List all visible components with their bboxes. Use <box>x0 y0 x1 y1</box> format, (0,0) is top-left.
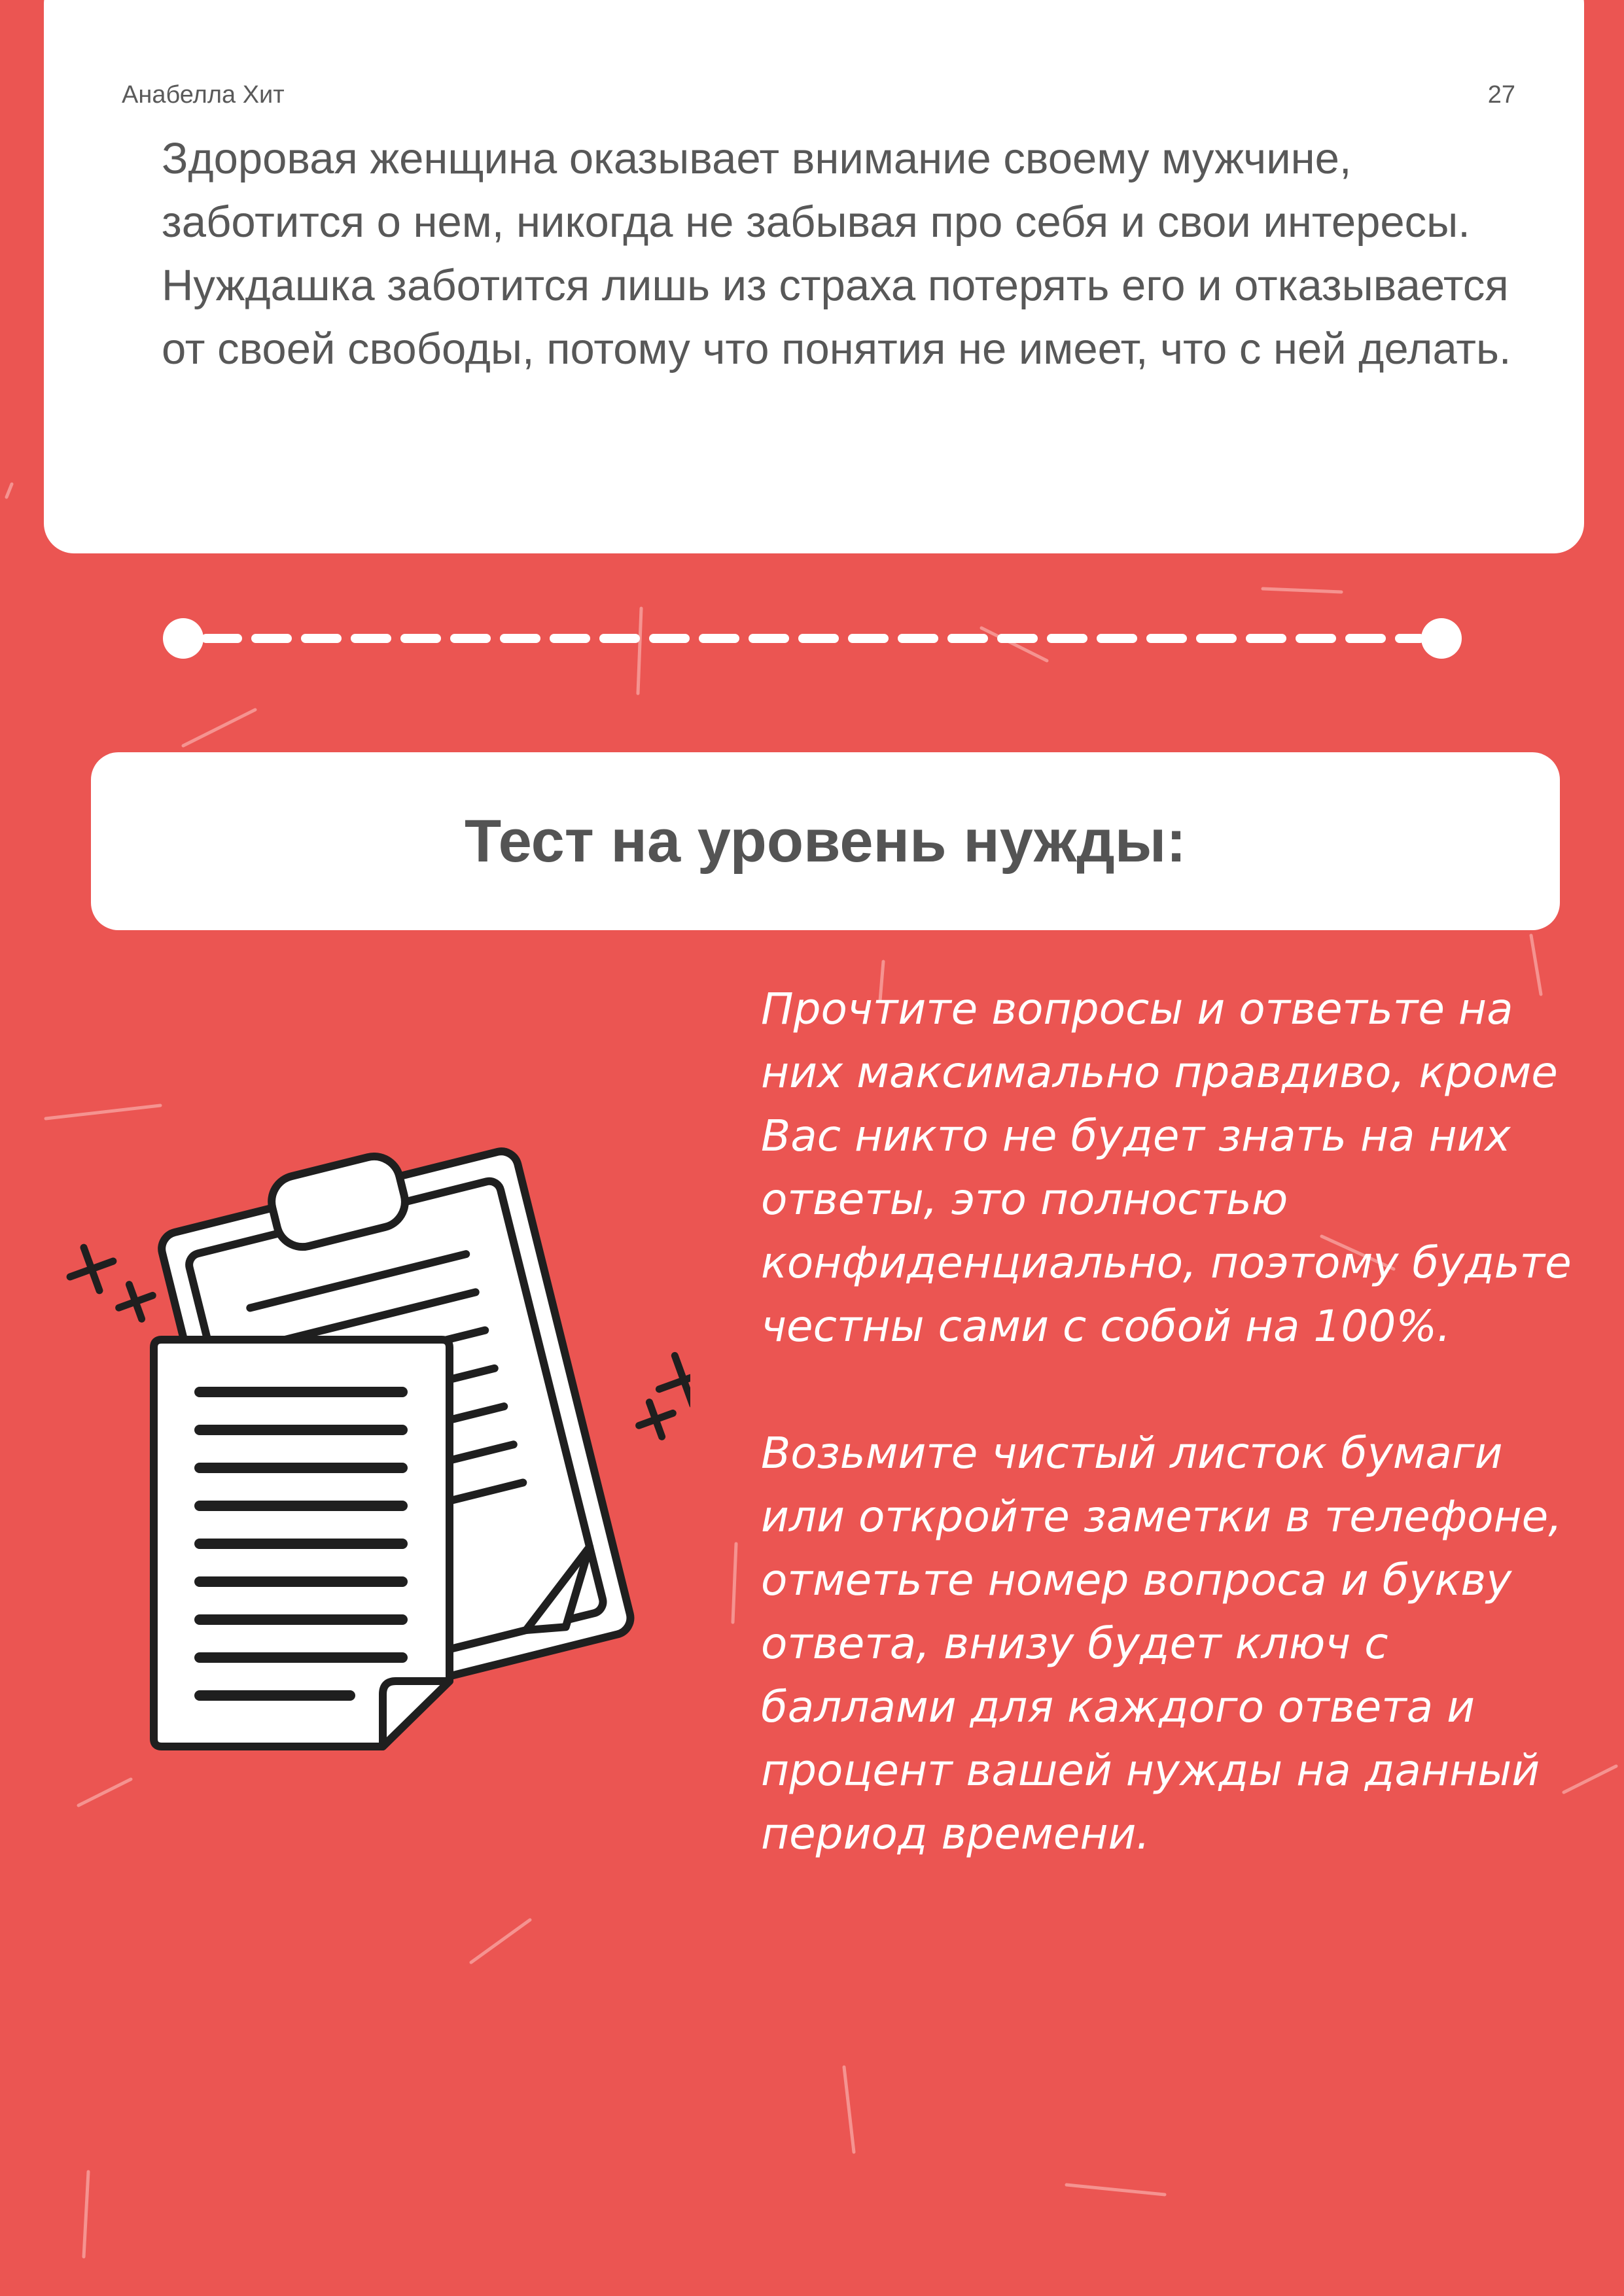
author-name: Анабелла Хит <box>122 81 285 109</box>
instructions-paragraph-2: Возьмите чистый листок бумаги или откройте заметки в телефоне, отметьте номер вопроса и букву ответа, внизу будет ключ с баллами для каждого ответа и процент вашей нужды на данный период времени. <box>761 1428 1562 1859</box>
intro-paragraph: Здоровая женщина оказывает внимание своему мужчине, заботится о нем, никогда не забывая про себя и свои интересы. Нуждашка заботится лишь из страха потерять его и отказывается от своей свободы, потому что понятия не имеет, что с ней делать. <box>162 134 1511 374</box>
test-title-card <box>91 752 1560 930</box>
instructions-paragraph-1: Прочтите вопросы и ответьте на них максимально правдиво, кроме Вас никто не будет знать на них ответы, это полностью конфиденциально, поэтому будьте честны сами с собой на 100%. <box>761 984 1572 1351</box>
clipboard-documents-icon <box>62 1112 690 1766</box>
test-title: Тест на уровень нужды: <box>465 807 1186 875</box>
test-instructions <box>761 977 1572 1866</box>
page-number: 27 <box>1487 81 1515 109</box>
dashed-divider <box>160 616 1469 661</box>
